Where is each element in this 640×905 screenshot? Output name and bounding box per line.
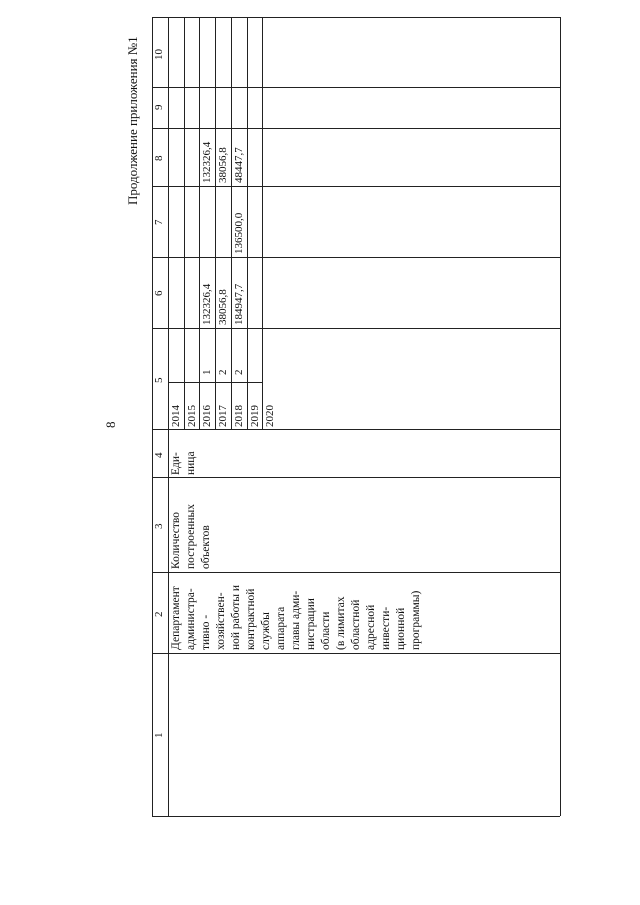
text-line: администра- xyxy=(185,588,197,650)
year-label: 2015 xyxy=(186,405,198,427)
row-line-2014 xyxy=(184,17,185,429)
text-line: хозяйствен- xyxy=(215,592,227,650)
col-line-4-5 xyxy=(152,429,560,430)
row-line-2016 xyxy=(215,17,216,429)
col-line-2-3 xyxy=(152,572,560,573)
text-line: (в лимитах xyxy=(335,596,347,650)
table-border-left xyxy=(152,17,153,816)
col-header-5: 5 xyxy=(153,377,165,383)
text-line: инвести- xyxy=(380,606,392,650)
col-header-4: 4 xyxy=(153,452,165,458)
col-line-9-10 xyxy=(152,87,560,88)
total-value: 38056,8 xyxy=(217,289,229,325)
col-header-3: 3 xyxy=(153,523,165,529)
count-value: 2 xyxy=(217,369,229,375)
text-line: нистрации xyxy=(305,598,317,650)
text-line: Департамент xyxy=(170,586,182,650)
year-label: 2014 xyxy=(170,405,182,427)
row-line-2018 xyxy=(247,17,248,429)
count-value: 1 xyxy=(201,369,213,375)
text-line: аппарата xyxy=(275,606,287,650)
col-header-8: 8 xyxy=(153,155,165,161)
year-label: 2020 xyxy=(264,405,276,427)
text-line: тивно - xyxy=(200,614,212,650)
text-line: областной xyxy=(350,599,362,650)
total-value: 184947,7 xyxy=(233,283,245,325)
text-line: службы xyxy=(260,612,272,650)
appendix-caption: Продолжение приложения №1 xyxy=(125,36,140,205)
text-line: построенных xyxy=(185,504,197,569)
year-label: 2019 xyxy=(249,405,261,427)
table-border-right xyxy=(560,17,561,816)
row-line-2015 xyxy=(199,17,200,429)
page-number: 8 xyxy=(103,421,118,428)
text-line: адресной xyxy=(365,604,377,650)
col-line-7-8 xyxy=(152,186,560,187)
col-line-5-6 xyxy=(152,328,560,329)
col-header-7: 7 xyxy=(153,219,165,225)
text-line: Еди- xyxy=(170,452,182,475)
text-line: ционной xyxy=(395,607,407,650)
department-name xyxy=(169,585,424,650)
col-header-9: 9 xyxy=(153,104,165,110)
col-header-2: 2 xyxy=(153,611,165,617)
col8-value: 38056,8 xyxy=(217,147,229,183)
col8-value: 132326,4 xyxy=(201,141,213,183)
count-value: 2 xyxy=(233,369,245,375)
year-label: 2017 xyxy=(217,405,229,427)
col8-value: 48447,7 xyxy=(233,147,245,183)
unit-label xyxy=(169,451,199,475)
row-line-2017 xyxy=(231,17,232,429)
col-line-8-9 xyxy=(152,128,560,129)
year-label: 2018 xyxy=(233,405,245,427)
text-line: программы) xyxy=(410,590,422,650)
col-line-1-2 xyxy=(152,653,560,654)
col-header-10: 10 xyxy=(153,49,165,60)
text-line: ница xyxy=(185,451,197,475)
table-border-top xyxy=(152,17,560,18)
col7-value: 136500,0 xyxy=(233,212,245,254)
text-line: области xyxy=(320,611,332,650)
year-label: 2016 xyxy=(201,405,213,427)
row-line-2019 xyxy=(262,17,263,429)
text-line: объектов xyxy=(200,525,212,569)
table-border-bottom xyxy=(152,816,560,817)
text-line: Количество xyxy=(170,512,182,569)
text-line: контрактной xyxy=(245,588,257,650)
col-header-6: 6 xyxy=(153,290,165,296)
indicator-name xyxy=(169,504,214,569)
col-line-6-7 xyxy=(152,257,560,258)
col-header-1: 1 xyxy=(153,732,165,738)
total-value: 132326,4 xyxy=(201,283,213,325)
col-line-3-4 xyxy=(152,477,560,478)
text-line: ной работы и xyxy=(230,584,242,650)
text-line: главы адми- xyxy=(290,590,302,650)
header-row-line xyxy=(168,17,169,816)
